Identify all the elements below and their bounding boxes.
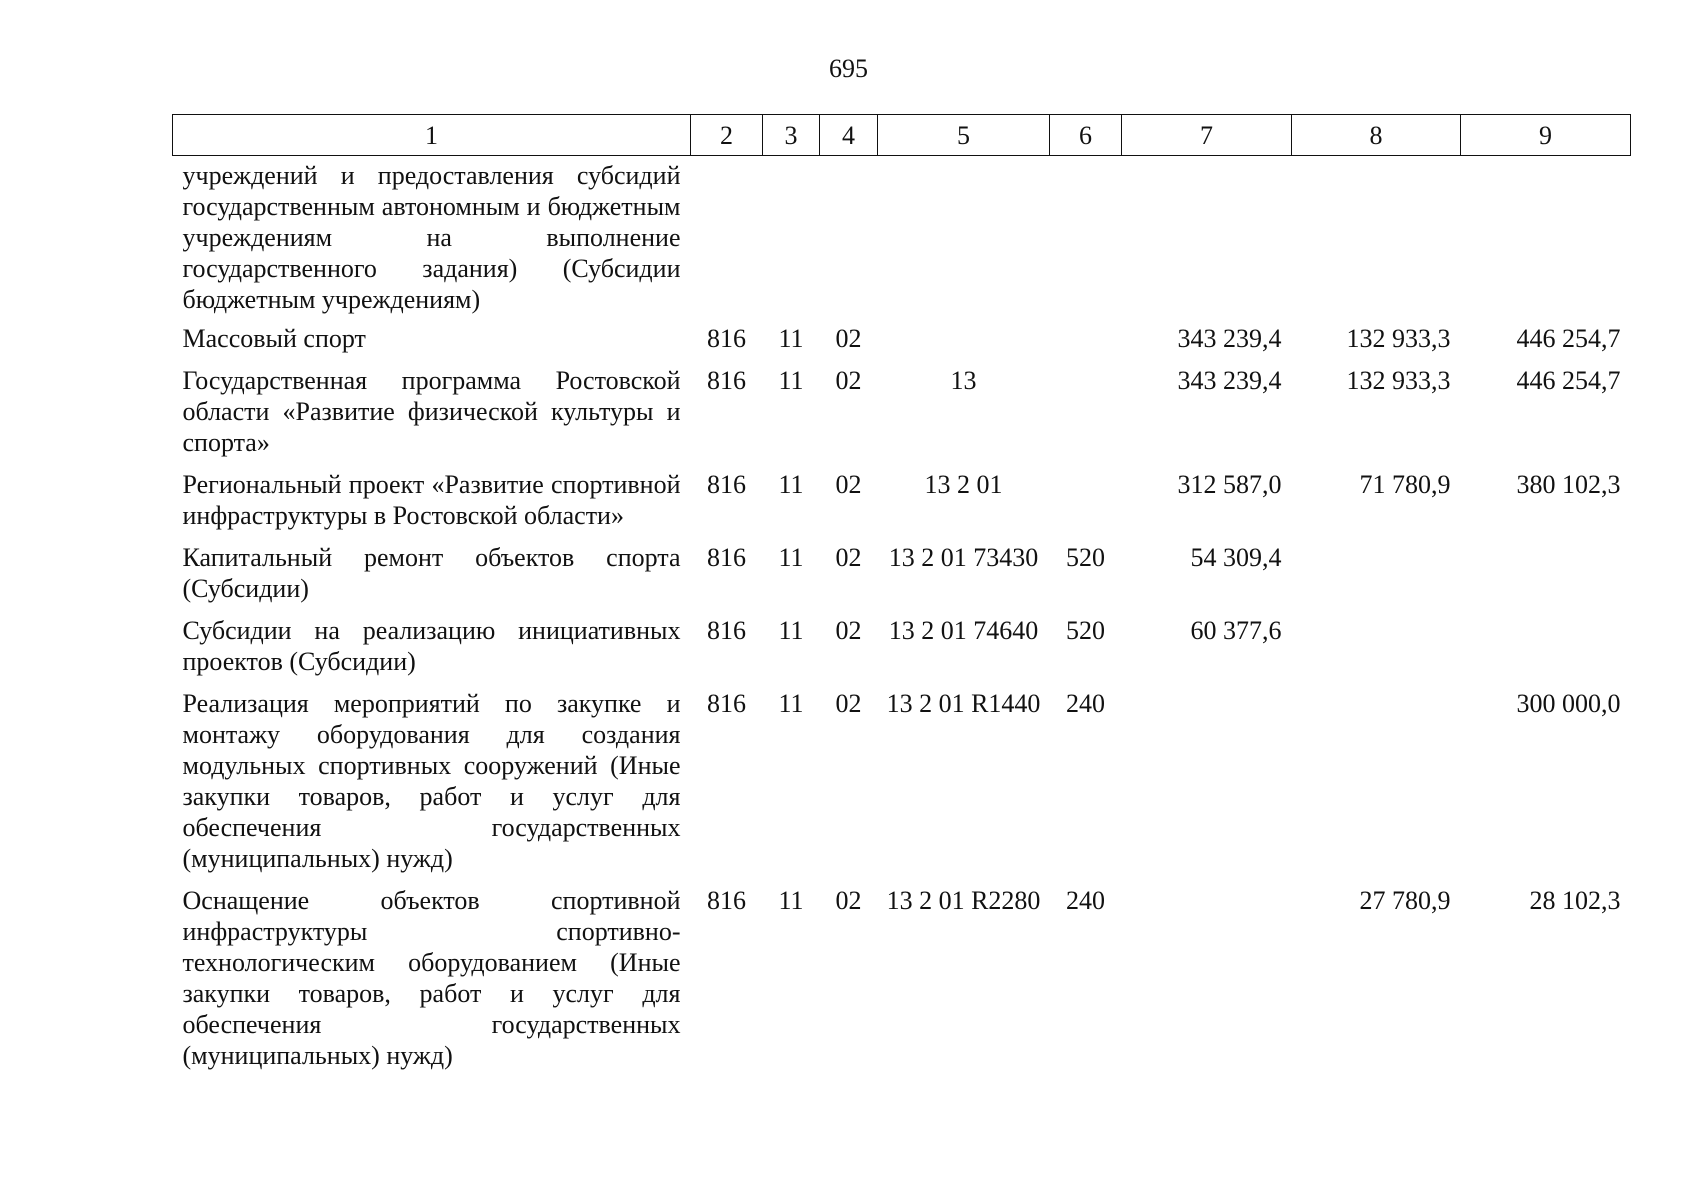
page-number: 695 (829, 54, 868, 83)
table-row (173, 542, 1631, 615)
column-header-7: 7 (1122, 115, 1292, 156)
row-name: Массовый спорт (182, 324, 366, 353)
cell-c5: 13 (950, 366, 977, 395)
column-header-4: 4 (820, 115, 878, 156)
column-header-2: 2 (691, 115, 763, 156)
cell-c6 (1050, 156, 1122, 324)
cell-c2: 816 (707, 366, 746, 395)
cell-c5: 13 2 01 (924, 470, 1003, 499)
cell-c4: 02 (835, 366, 862, 395)
row-name: Государственная программа Ростовской области «Развитие физической культуры и спорта» (182, 366, 681, 457)
cell-c5 (878, 156, 1050, 324)
column-header-5: 5 (878, 115, 1050, 156)
cell-c9 (1461, 542, 1631, 615)
header-row (173, 115, 1631, 156)
table-row (173, 885, 1631, 1082)
cell-c4: 02 (835, 543, 862, 572)
cell-c8: 71 780,9 (1359, 470, 1451, 499)
cell-c3: 11 (778, 886, 804, 915)
cell-c2: 816 (707, 324, 746, 353)
cell-c6: 240 (1066, 886, 1105, 915)
row-name: Субсидии на реализацию инициативных проектов (Субсидии) (182, 616, 681, 676)
cell-c7: 312 587,0 (1177, 470, 1282, 499)
cell-c3: 11 (778, 543, 804, 572)
cell-c9: 300 000,0 (1516, 689, 1621, 718)
cell-c9 (1461, 156, 1631, 324)
table-row (173, 688, 1631, 885)
cell-c7 (1122, 885, 1292, 1082)
table-row (173, 156, 1631, 324)
row-name: Оснащение объектов спортивной инфраструктуры спортивно-технологическим оборудованием (Иные закупки товаров, работ и услуг для обеспечения государственных (муниципальных) нужд) (182, 886, 681, 1070)
cell-c6: 240 (1066, 689, 1105, 718)
cell-c2: 816 (707, 689, 746, 718)
table-header (173, 115, 1631, 156)
cell-c6 (1050, 365, 1122, 469)
cell-c6: 520 (1066, 616, 1105, 645)
cell-c3: 11 (778, 470, 804, 499)
cell-c8: 132 933,3 (1346, 324, 1451, 353)
cell-c4: 02 (835, 324, 862, 353)
cell-c5: 13 2 01 R2280 (886, 886, 1041, 915)
table-row (173, 323, 1631, 365)
budget-table (172, 114, 1631, 1082)
cell-c9: 446 254,7 (1516, 324, 1621, 353)
cell-c9 (1461, 615, 1631, 688)
cell-c8 (1292, 156, 1461, 324)
cell-c4: 02 (835, 470, 862, 499)
column-header-3: 3 (763, 115, 820, 156)
table-row (173, 469, 1631, 542)
cell-c2: 816 (707, 543, 746, 572)
cell-c8 (1292, 542, 1461, 615)
cell-c9: 28 102,3 (1529, 886, 1621, 915)
cell-c7: 343 239,4 (1177, 366, 1282, 395)
cell-c4: 02 (835, 689, 862, 718)
cell-c2: 816 (707, 886, 746, 915)
cell-c7 (1122, 156, 1292, 324)
cell-c6 (1050, 323, 1122, 365)
cell-c6: 520 (1066, 543, 1105, 572)
cell-c3: 11 (778, 616, 804, 645)
cell-c7: 343 239,4 (1177, 324, 1282, 353)
cell-c7: 60 377,6 (1190, 616, 1282, 645)
column-header-9: 9 (1461, 115, 1631, 156)
column-header-8: 8 (1292, 115, 1461, 156)
row-name: Капитальный ремонт объектов спорта (Субсидии) (182, 543, 681, 603)
cell-c9: 446 254,7 (1516, 366, 1621, 395)
row-name: Реализация мероприятий по закупке и монтажу оборудования для создания модульных спортивных сооружений (Иные закупки товаров, работ и услуг для обеспечения государственных (муниципальных) нужд) (182, 689, 681, 873)
cell-c4: 02 (835, 616, 862, 645)
cell-c8: 132 933,3 (1346, 366, 1451, 395)
table-body (173, 156, 1631, 1083)
cell-c2: 816 (707, 616, 746, 645)
cell-c6 (1050, 469, 1122, 542)
table-row (173, 365, 1631, 469)
cell-c2: 816 (707, 470, 746, 499)
cell-c5: 13 2 01 R1440 (886, 689, 1041, 718)
cell-c3 (763, 156, 820, 324)
cell-c7 (1122, 688, 1292, 885)
cell-c5: 13 2 01 74640 (888, 616, 1039, 645)
cell-c3: 11 (778, 366, 804, 395)
table-row (173, 615, 1631, 688)
cell-c5: 13 2 01 73430 (888, 543, 1039, 572)
cell-c8 (1292, 615, 1461, 688)
cell-c5 (878, 323, 1050, 365)
cell-c8 (1292, 688, 1461, 885)
cell-c7: 54 309,4 (1190, 543, 1282, 572)
column-header-6: 6 (1050, 115, 1122, 156)
cell-c2 (691, 156, 763, 324)
row-name: учреждений и предоставления субсидий государственным автономным и бюджетным учреждениям на выполнение государственного задания) (Субсидии бюджетным учреждениям) (182, 161, 681, 314)
cell-c3: 11 (778, 689, 804, 718)
cell-c4 (820, 156, 878, 324)
row-name: Региональный проект «Развитие спортивной инфраструктуры в Ростовской области» (182, 470, 681, 530)
cell-c9: 380 102,3 (1516, 470, 1621, 499)
cell-c8: 27 780,9 (1359, 886, 1451, 915)
cell-c4: 02 (835, 886, 862, 915)
cell-c3: 11 (778, 324, 804, 353)
column-header-1: 1 (173, 115, 691, 156)
